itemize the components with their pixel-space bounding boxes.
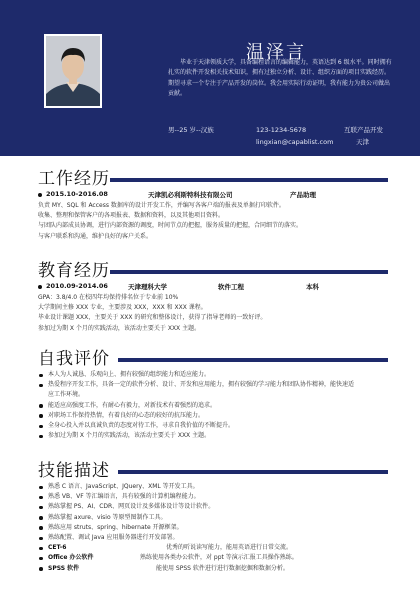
skills-list — [38, 482, 388, 574]
work-company: 天津凯必利斯特科技有限公司 — [148, 191, 233, 199]
skill-item: 熟悉 C 语言、JavaScript、JQuery、XML 等开发工具。 — [38, 482, 388, 492]
self-eval-item: 本人为人诚恳、乐观向上、拥有较强的组织能力和适应能力。 — [38, 370, 388, 380]
skill-cert-name: SPSS 软件 — [48, 564, 80, 572]
bullet-dot — [38, 285, 42, 289]
self-eval-item: 全身心投入并以真诚负责的态度对待工作，寻求自我价值的不断提升。 — [38, 421, 388, 431]
resume-header — [0, 0, 420, 156]
profile-intro: 毕业于天津领质大学，具备编程语言的编辑能力，英语达到 6 级水平。同时拥有扎实的软件开发相关技术知识，拥有过独立分析、设计、组织方面的项目实践经历。期望寻求一个专注于产品开发的岗位。我会用实际行动证明，我有能力为贵公司做出贡献。 — [168, 59, 392, 97]
work-position: 产品助理 — [290, 191, 316, 199]
basic-info — [168, 124, 214, 136]
skill-cert-desc: 熟练使用各类办公软件，对 ppt 等演示汇报工具操作熟练。 — [140, 554, 298, 562]
work-line: 收集、整理和保管客户的各项报表、数据和资料，以及其他项目资料。 — [38, 212, 225, 220]
work-line: 与客户联系和沟通，维护良好的客户关系。 — [38, 232, 153, 240]
section-bar — [118, 358, 388, 362]
skill-item: 熟练掌握 PS、AI、CDR、网页设计及多媒体设计等设计软件。 — [38, 502, 388, 512]
section-title: 工作经历 — [38, 169, 110, 189]
work-period: 2015.10-2016.08 — [46, 190, 108, 198]
self-eval-item: 能适应高强度工作，有耐心有毅力，对新技术有着强烈的追求。 — [38, 401, 388, 411]
profile-photo — [44, 34, 102, 108]
work-section — [38, 164, 388, 242]
education-period: 2010.09-2014.06 — [46, 282, 108, 290]
education-line: 大学期间主修 XXX 专业，主要涉及 XXX，XXX 和 XXX 课程。 — [38, 304, 207, 312]
self-eval-item: 参加过为期 X 个月的实践活动，该活动主要关于 XXX 主题。 — [38, 431, 388, 441]
education-school: 天津理科大学 — [128, 283, 167, 291]
skill-cert-name: CET-6 — [48, 544, 67, 552]
skill-item: 熟练掌握 axure、visio 等原型图制作工具。 — [38, 513, 388, 523]
education-section — [38, 256, 388, 334]
education-line: GPA：3.8/4.0 在校四年均保持排名位于专业前 10% — [38, 294, 179, 301]
education-heading — [38, 256, 388, 281]
section-title: 自我评价 — [38, 349, 110, 369]
education-degree: 本科 — [306, 283, 319, 291]
education-line: 毕业设计课题 XXX，主要关于 XXX 的研究和整体设计，获得了指导老师的一致好评。 — [38, 314, 267, 322]
skill-item: 熟练应用 struts、spring、hibernate 开源框架。 — [38, 523, 388, 533]
work-entry-head — [38, 190, 388, 201]
job-city: 天津 — [356, 138, 369, 146]
section-bar — [110, 270, 388, 274]
section-title: 技能描述 — [38, 461, 110, 481]
skills-heading — [38, 456, 388, 481]
skill-cert-item — [38, 553, 388, 563]
job-intent — [344, 124, 383, 148]
section-title: 教育经历 — [38, 261, 110, 281]
self-eval-item: 对职场工作保持热情，有着良好的心态的较好的抗压能力。 — [38, 411, 388, 421]
skills-section — [38, 456, 388, 574]
work-line: 负责 MY、SQL 和 Access 数据库的设计开发工作，并编写各客户端的报表及单据打印软件。 — [38, 202, 285, 209]
education-line: 参加过为期 X 个月的实践活动，该活动主要关于 XXX 主题。 — [38, 324, 201, 332]
email-address: lingxian@capablist.com — [256, 138, 334, 146]
self-eval-list — [38, 370, 388, 441]
section-bar — [110, 178, 388, 182]
phone-number: 123-1234-5678 — [256, 126, 307, 134]
skill-cert-item — [38, 543, 388, 553]
bullet-dot — [38, 193, 42, 197]
skill-cert-item — [38, 564, 388, 574]
skill-cert-desc: 能使用 SPSS 软件进行进行数据挖掘和数据分析。 — [156, 564, 289, 572]
resume-name: 温泽言 — [246, 42, 306, 63]
gender-age-ethnicity: 男--25 岁--汉族 — [168, 126, 214, 134]
education-major: 软件工程 — [218, 283, 244, 291]
self-eval-heading — [38, 344, 388, 369]
self-eval-item: 热爱程序开发工作，具备一定的软件分析、设计、开发和应用能力，拥有较强的学习能力和团队协作精神，能快速适应工作环境。 — [38, 380, 358, 400]
work-line: 与团队内部成员协调，进行内部资源的调度，时间节点的把握，服务质量的把握，合同细节的落实。 — [38, 222, 303, 230]
skill-item: 熟练配置、调试 Java 应用服务器进行开发部署。 — [38, 533, 388, 543]
skill-cert-desc: 优秀的听说读写能力，能用英语进行日常交流。 — [166, 544, 293, 552]
work-heading — [38, 164, 388, 189]
skill-cert-name: Office 办公软件 — [48, 554, 94, 562]
education-entry-head — [38, 282, 388, 293]
section-bar — [118, 470, 388, 474]
contact-info — [256, 124, 333, 148]
skill-item: 熟悉 VB、VF 等汇编语言，具有较强的计算机编程能力。 — [38, 492, 388, 502]
self-eval-section — [38, 344, 388, 441]
job-title: 互联产品开发 — [344, 126, 383, 134]
